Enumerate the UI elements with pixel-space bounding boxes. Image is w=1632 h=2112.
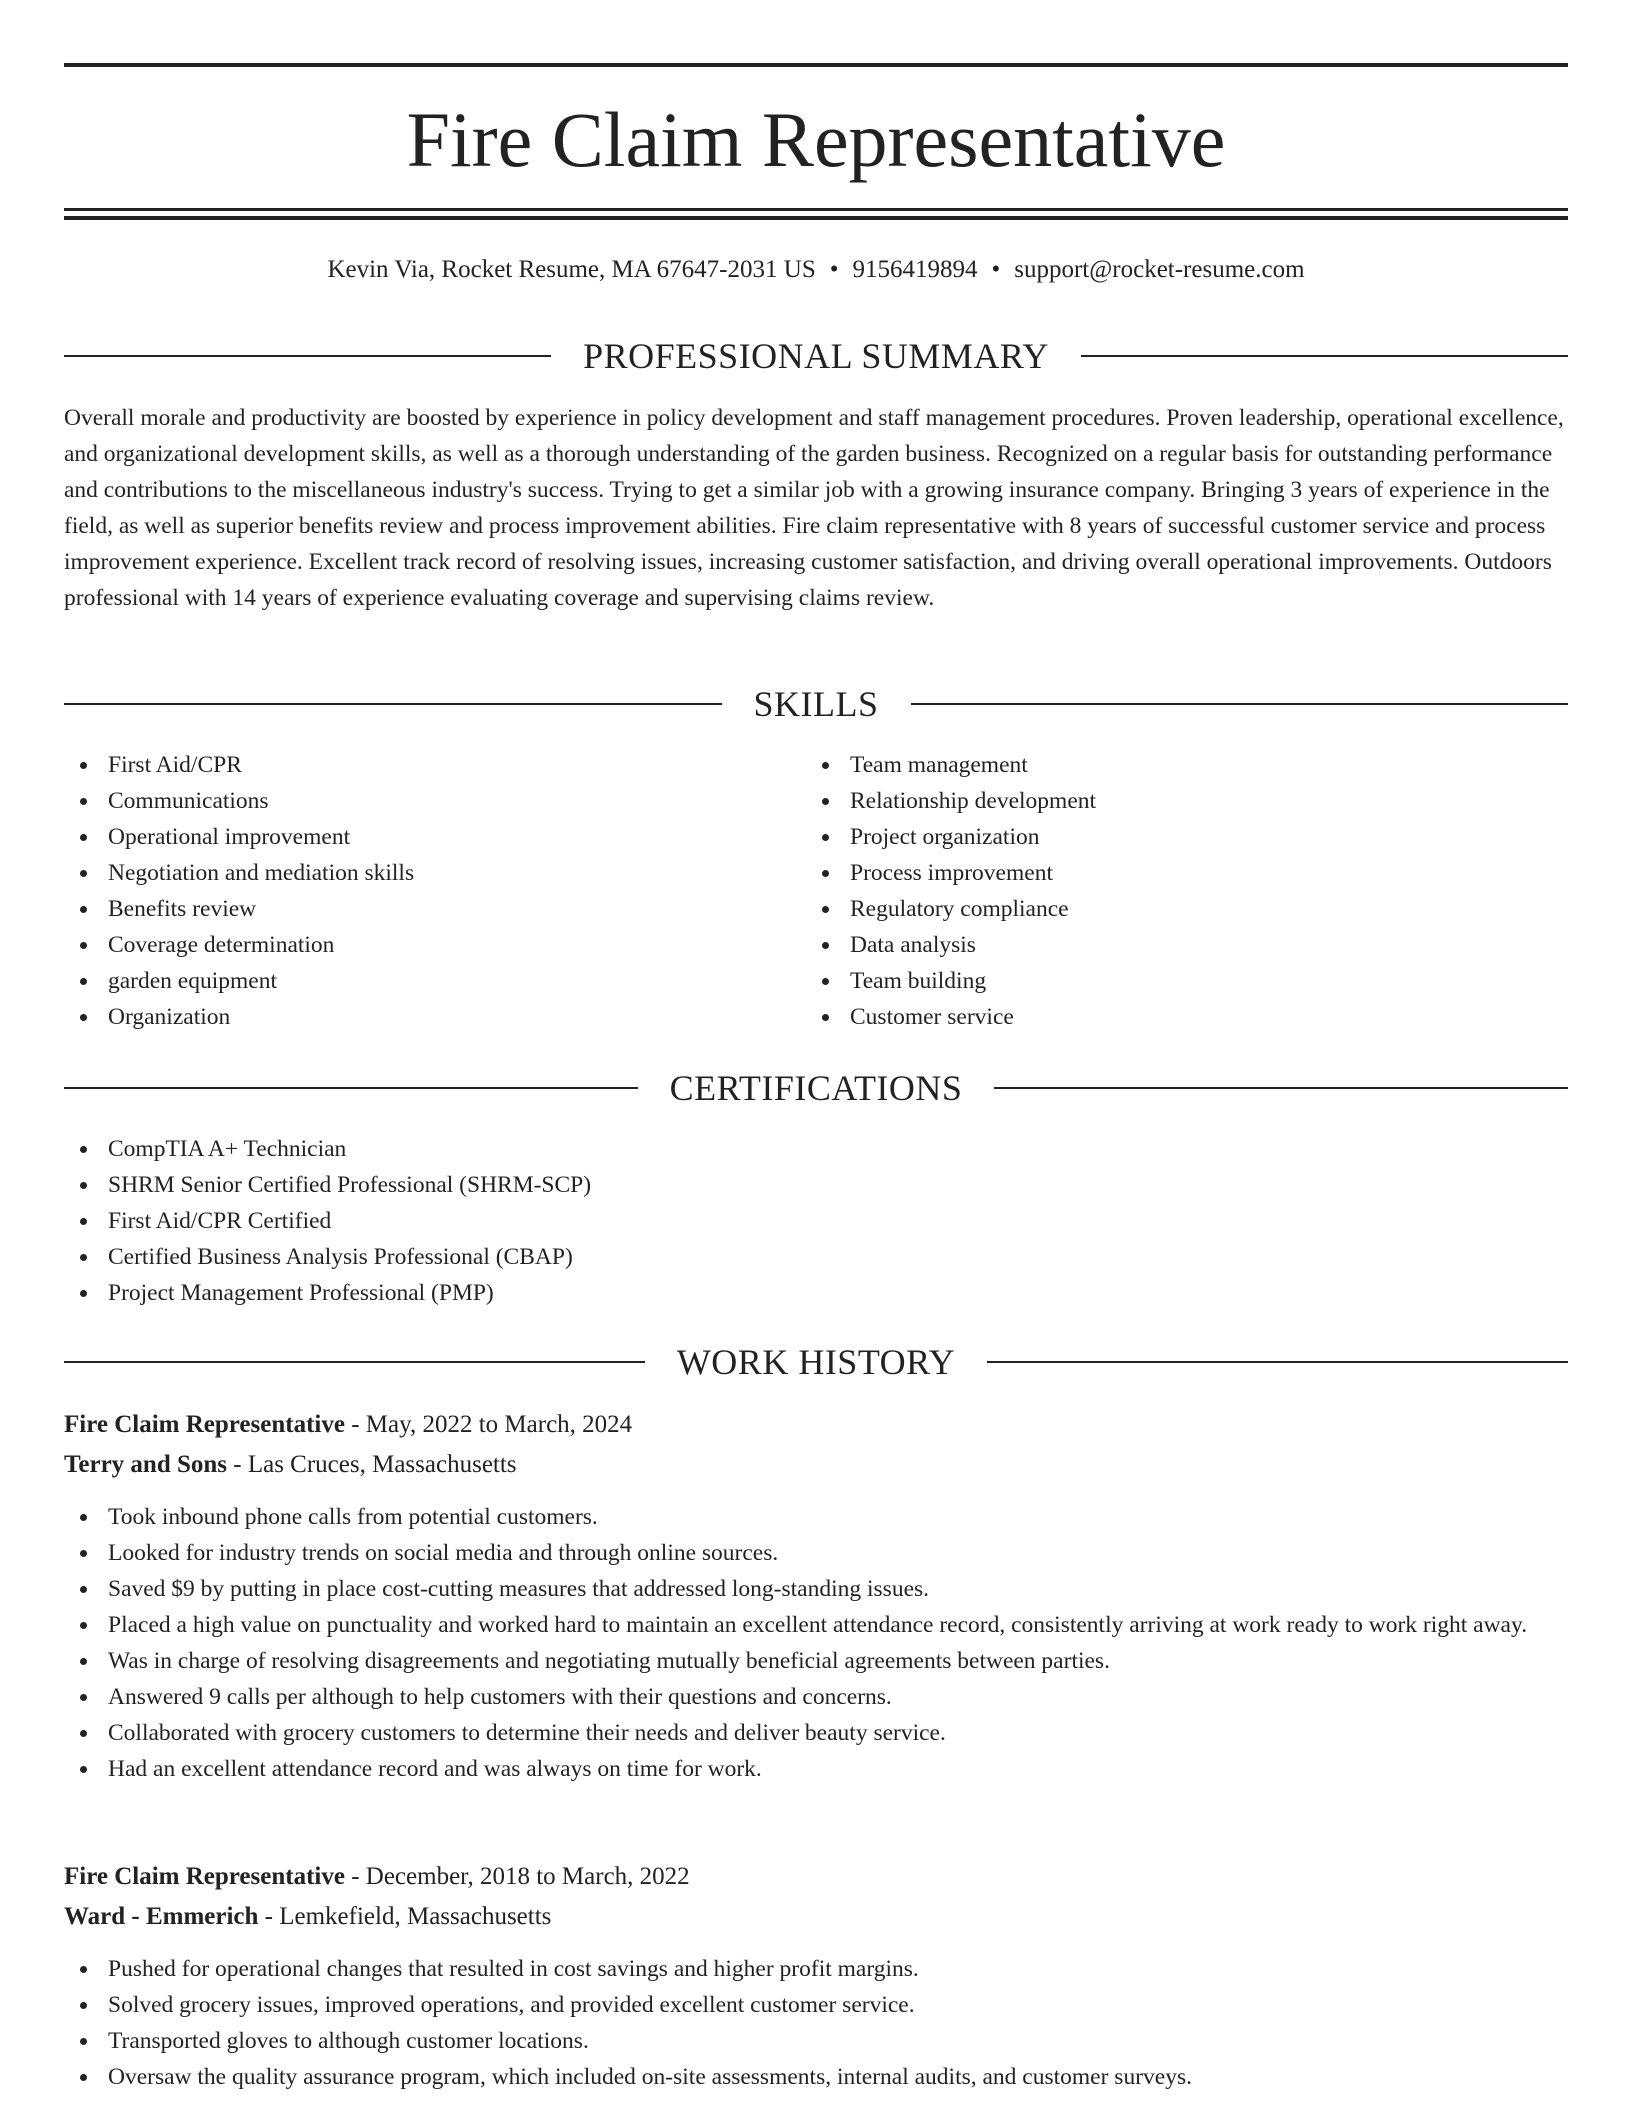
section-heading-work-history	[64, 1340, 1568, 1384]
contact-separator: •	[991, 256, 1001, 283]
section-heading-summary	[64, 334, 1568, 378]
contact-line	[64, 252, 1568, 288]
contact-separator: •	[829, 256, 839, 283]
job-location: - Las Cruces, Massachusetts	[227, 1451, 517, 1478]
contact-address: Kevin Via, Rocket Resume, MA 67647-2031 US	[327, 256, 816, 283]
divider	[1081, 355, 1568, 357]
skills-list-left	[64, 747, 804, 1035]
divider	[64, 1087, 638, 1089]
certification-item: First Aid/CPR Certified	[64, 1203, 1568, 1239]
skill-item: Customer service	[806, 999, 1546, 1035]
job-company: Ward - Emmerich	[64, 1903, 259, 1930]
job-bullet-list	[64, 1951, 1568, 2095]
job-bullet: Had an excellent attendance record and was always on time for work.	[64, 1751, 1568, 1787]
section-title: PROFESSIONAL SUMMARY	[583, 336, 1049, 376]
header-top-rule	[64, 63, 1568, 67]
certification-item: Project Management Professional (PMP)	[64, 1275, 1568, 1311]
job-bullet: Pushed for operational changes that resulted in cost savings and higher profit margins.	[64, 1951, 1568, 1987]
job-bullet: Transported gloves to although customer locations.	[64, 2023, 1568, 2059]
job-title-line	[64, 1407, 1568, 1443]
section-title: CERTIFICATIONS	[669, 1068, 963, 1108]
contact-phone: 9156419894	[852, 256, 978, 283]
skill-item: Project organization	[806, 819, 1546, 855]
contact-email: support@rocket-resume.com	[1014, 256, 1305, 283]
job-bullet: Saved $9 by putting in place cost-cutting measures that addressed long-standing issues.	[64, 1571, 1568, 1607]
skill-item: Regulatory compliance	[806, 891, 1546, 927]
skill-item: Relationship development	[806, 783, 1546, 819]
job-bullet: Was in charge of resolving disagreements and negotiating mutually beneficial agreements between parties.	[64, 1643, 1568, 1679]
section-title: SKILLS	[753, 684, 879, 724]
job-title: Fire Claim Representative	[64, 1411, 345, 1438]
skill-item: Data analysis	[806, 927, 1546, 963]
job-dates: - December, 2018 to March, 2022	[344, 1863, 690, 1890]
certification-item: SHRM Senior Certified Professional (SHRM-SCP)	[64, 1167, 1568, 1203]
job-bullet: Collaborated with grocery customers to determine their needs and deliver beauty service.	[64, 1715, 1568, 1751]
job-location: - Lemkefield, Massachusetts	[258, 1903, 552, 1930]
job-company-line	[64, 1447, 1568, 1483]
job-company: Terry and Sons	[64, 1451, 228, 1478]
section-heading-certifications	[64, 1066, 1568, 1110]
job-bullet: Solved grocery issues, improved operations, and provided excellent customer service.	[64, 1987, 1568, 2023]
divider	[64, 1361, 645, 1363]
skill-item: Communications	[64, 783, 804, 819]
divider	[987, 1361, 1568, 1363]
divider	[64, 355, 551, 357]
job-bullet: Oversaw the quality assurance program, which included on-site assessments, internal audits, and customer surveys.	[64, 2059, 1568, 2095]
section-title: WORK HISTORY	[676, 1342, 956, 1382]
job-bullet: Took inbound phone calls from potential customers.	[64, 1499, 1568, 1535]
skills-list-right	[806, 747, 1546, 1035]
skill-item: Benefits review	[64, 891, 804, 927]
divider	[994, 1087, 1568, 1089]
summary-text: Overall morale and productivity are boosted by experience in policy development and staff management procedures. Proven leadership, operational excellence, and organizational development skills, as well as a thorough understanding of the garden business. Recognized on a regular basis for outstanding performance and contributions to the miscellaneous industry's success. Trying to get a similar job with a growing insurance company. Bringing 3 years of experience in the field, as well as superior benefits review and process improvement abilities. Fire claim representative with 8 years of successful customer service and process improvement experience. Excellent track record of resolving issues, increasing customer satisfaction, and driving overall operational improvements. Outdoors professional with 14 years of experience evaluating coverage and supervising claims review.	[64, 405, 1564, 611]
job-dates: - May, 2022 to March, 2024	[344, 1411, 633, 1438]
skill-item: Negotiation and mediation skills	[64, 855, 804, 891]
job-bullet: Placed a high value on punctuality and worked hard to maintain an excellent attendance record, consistently arriving at work ready to work right away.	[64, 1607, 1568, 1643]
certification-item: CompTIA A+ Technician	[64, 1131, 1568, 1167]
job-title: Fire Claim Representative	[64, 1863, 345, 1890]
job-bullet: Looked for industry trends on social media and through online sources.	[64, 1535, 1568, 1571]
job-title-line	[64, 1859, 1568, 1895]
job-bullet-list	[64, 1499, 1568, 1787]
skill-item: Operational improvement	[64, 819, 804, 855]
skill-item: Organization	[64, 999, 804, 1035]
divider	[64, 703, 722, 705]
divider	[911, 703, 1569, 705]
skill-item: Team management	[806, 747, 1546, 783]
skill-item: Coverage determination	[64, 927, 804, 963]
job-company-line	[64, 1899, 1568, 1935]
header-bottom-rule-2	[64, 216, 1568, 220]
certification-item: Certified Business Analysis Professional (CBAP)	[64, 1239, 1568, 1275]
certifications-list	[64, 1131, 1568, 1311]
skill-item: Team building	[806, 963, 1546, 999]
skill-item: First Aid/CPR	[64, 747, 804, 783]
skill-item: Process improvement	[806, 855, 1546, 891]
page-title: Fire Claim Representative	[406, 96, 1226, 183]
section-heading-skills	[64, 682, 1568, 726]
header-bottom-rule	[64, 208, 1568, 211]
job-bullet: Answered 9 calls per although to help customers with their questions and concerns.	[64, 1679, 1568, 1715]
skill-item: garden equipment	[64, 963, 804, 999]
